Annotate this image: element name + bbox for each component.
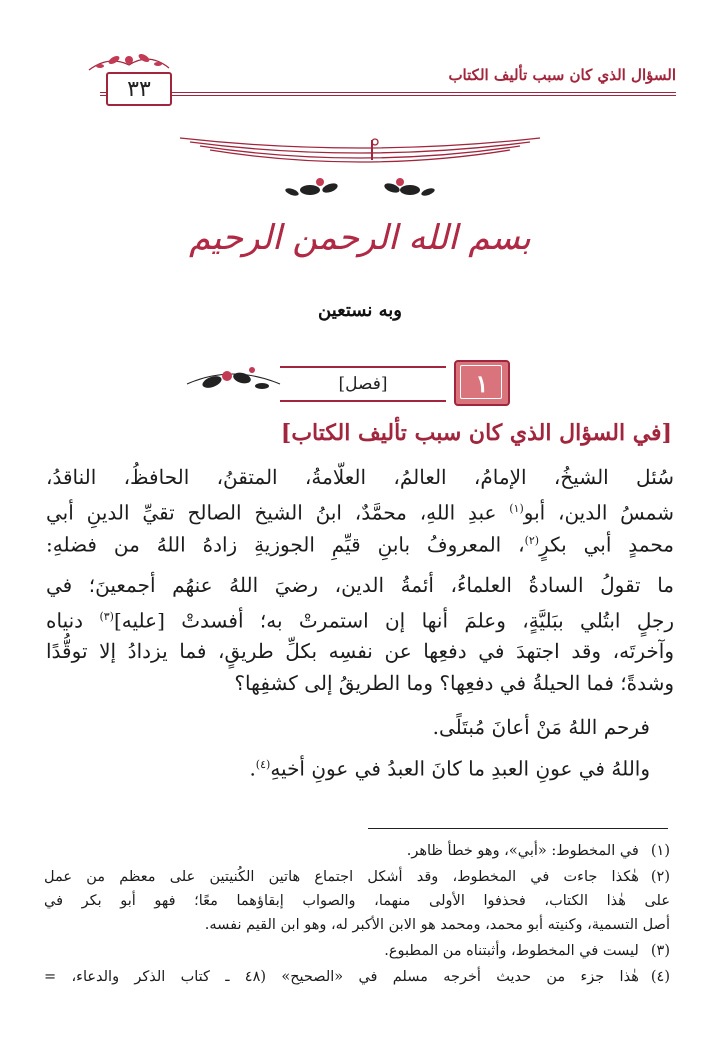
page-number: ٣٣: [106, 72, 172, 106]
text-run: فرحم اللهُ مَنْ أعانَ مُبتَلًى.: [432, 715, 650, 739]
footnote-ref[interactable]: (٣): [99, 610, 114, 623]
footnote-text: ليست في المخطوط، وأثبتناه من المطبوع.: [384, 943, 639, 959]
opening-phrase: وبه نستعين: [318, 300, 402, 321]
text-run: سُئل الشيخُ، الإمامُ، العالمُ، العلّامةُ، المتقنُ، الحافظُ، الناقدُ،: [46, 465, 674, 489]
body-line: [46, 494, 674, 528]
text-run: واللهُ في عونِ العبدِ ما كانَ العبدُ في عونِ أخيهِ: [270, 756, 650, 781]
footnote-text: في المخطوط: «أبي»، وهو خطأ ظاهر.: [406, 843, 639, 859]
section-number-badge: ١: [454, 360, 510, 406]
footnote: [44, 966, 670, 988]
body-line: [46, 636, 674, 666]
body-line: [46, 750, 650, 784]
running-header-title: السؤال الذي كان سبب تأليف الكتاب: [448, 66, 676, 84]
text-run: محمدٍ أبي بكرٍ: [539, 532, 674, 557]
footnote-continuation: [44, 890, 670, 912]
footnote-text: على هٰذا الكتاب، فحذفوا الأولى منهما، والصواب إبقاؤهما معًا؛ فهو أبو بكر في: [44, 893, 670, 909]
footnote-ref[interactable]: (٤): [255, 758, 271, 771]
text-run: دنياه: [46, 608, 100, 633]
body-line: [46, 668, 674, 698]
footnote-number: (٤): [650, 969, 670, 985]
text-run: ، المعروفُ بابنِ قيِّمِ الجوزيةِ زادهُ اللهُ من فضلهِ:: [46, 532, 525, 557]
footnote-number: (٣): [650, 943, 670, 959]
body-line: [46, 712, 650, 742]
section-number-frame: [460, 365, 502, 399]
footnote: [44, 940, 670, 962]
body-line: [46, 570, 674, 600]
text-run: عبدِ اللهِ، محمَّدٌ، ابنُ الشيخ الصالح تقيِّ الدينِ أبي: [46, 500, 510, 525]
footnote: [44, 840, 670, 862]
footnote-number: (٢): [650, 869, 670, 885]
footnote-ref[interactable]: (٢): [524, 534, 540, 547]
text-run: رجلٍ ابتُلي ببَليَّةٍ، وعلمَ أنها إن استمرتْ به؛ أفسدتْ [عليه]: [113, 608, 674, 633]
body-line: [46, 602, 674, 636]
text-run: وآخرتَه، وقد اجتهدَ في دفعِها عن نفسِه بكلِّ طريقٍ، فما يزدادُ إلا توقُّدًا: [46, 639, 674, 663]
footnote-continuation: [44, 914, 670, 936]
footnote-text: هٰذا جزء من حديث أخرجه مسلم في «الصحيح» (٤٨ ـ كتاب الذكر والدعاء، =: [44, 969, 639, 985]
footnote-text: أصل التسمية، وكنيته أبو محمد، ومحمد هو الابن الأكبر له، وهو ابن القيم نفسه.: [204, 917, 670, 933]
header-rule: [100, 92, 676, 95]
text-run: وشدةً؛ فما الحيلةُ في دفعِها؟ وما الطريقُ إلى كشفِها؟: [234, 671, 674, 695]
text-run: شمسُ الدين، أبو: [523, 500, 675, 525]
footnote-number: (١): [650, 843, 670, 859]
footnote: [44, 866, 670, 888]
basmala-calligraphy: بسم الله الرحمن الرحيم: [189, 218, 531, 258]
section-label: [فصل]: [280, 366, 446, 402]
header-ornament-icon: [170, 130, 550, 210]
text-run: .: [249, 756, 256, 781]
floral-flourish-icon: [182, 354, 282, 404]
footnote-ref[interactable]: (١): [509, 502, 524, 515]
text-run: ما تقولُ السادةُ العلماءُ، أئمةُ الدين، رضيَ اللهُ عنهُم أجمعينَ؛ في: [46, 573, 674, 597]
body-line: [46, 526, 674, 560]
body-line: [46, 462, 674, 492]
footnote-text: هٰكذا جاءت في المخطوط، وقد أشكل اجتماع هاتين الكُنيتين على معظم من عمل: [44, 869, 639, 885]
chapter-title: [في السؤال الذي كان سبب تأليف الكتاب]: [280, 420, 672, 446]
footnote-separator: [368, 828, 668, 829]
